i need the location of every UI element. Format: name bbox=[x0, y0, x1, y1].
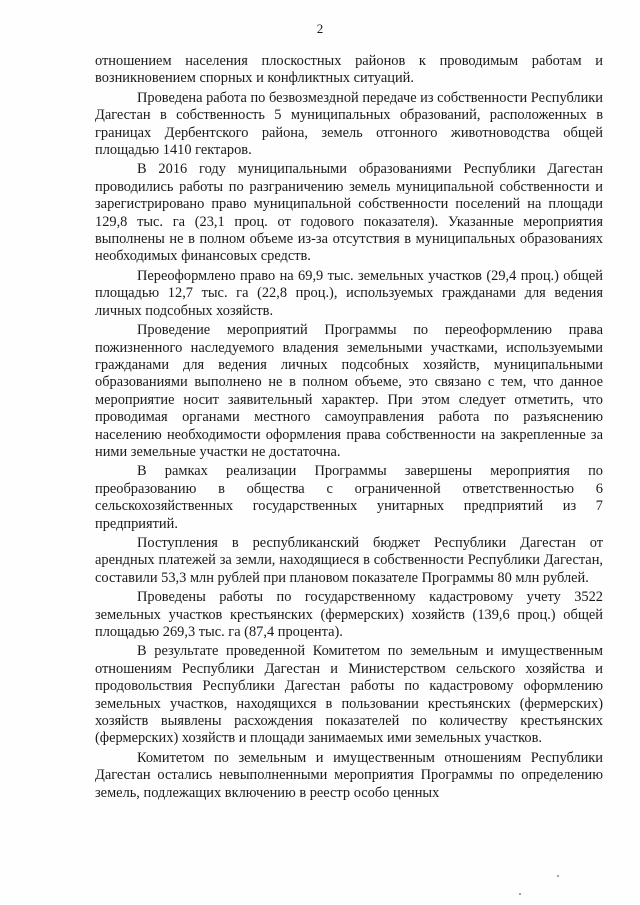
paragraph-2: Проведена работа по безвозмездной передаче из собственности Республики Дагестан в собственность 5 муниципальных образований, расположенных в границах Дербентского района, земель отгонного животноводства общей площадью 1410 гектаров. bbox=[95, 89, 603, 159]
paragraph-7: Поступления в республиканский бюджет Республики Дагестан от арендных платежей за земли, находящиеся в собственности Республики Дагестан, составили 53,3 млн рублей при плановом показателе Программы 80 млн рублей. bbox=[95, 534, 603, 586]
paragraph-1: отношением населения плоскостных районов к проводимым работам и возникновением спорных и конфликтных ситуаций. bbox=[95, 53, 603, 87]
paragraph-4: Переоформлено право на 69,9 тыс. земельных участков (29,4 проц.) общей площадью 12,7 тыс. га (22,8 проц.), используемых гражданами для ведения личных подсобных хозяйств. bbox=[95, 267, 603, 319]
paragraph-5: Проведение мероприятий Программы по переоформлению права пожизненного наследуемого владения земельными участками, используемыми гражданами для ведения личных подсобных хозяйств, муниципальными образованиями выполнено не в полном объеме, это связано с тем, что данное мероприятие носит заявительный характер. При этом следует отметить, что проводимая органами местного самоуправления работа по разъяснению населению необходимости оформления права собственности на закрепленные за ними земельные участки не достаточна. bbox=[95, 322, 603, 460]
page-number: 2 bbox=[316, 21, 324, 36]
paragraph-10: Комитетом по земельным и имущественным отношениям Республики Дагестан остались невыполненными мероприятия Программы по определению земель, подлежащих включению в реестр особо ценных bbox=[95, 749, 603, 801]
scan-speck bbox=[557, 875, 559, 877]
paragraph-8: Проведены работы по государственному кадастровому учету 3522 земельных участков крестьянских (фермерских) хозяйств (139,6 проц.) общей площадью 269,3 тыс. га (87,4 процента). bbox=[95, 589, 603, 640]
paragraph-3: В 2016 году муниципальными образованиями Республики Дагестан проводились работы по разграничению земель муниципальной собственности и зарегистрировано право муниципальной собственности поселений на площади 129,8 тыс. га (23,1 проц. от годового показателя). Указанные мероприятия выполнены не в полном объеме из-за отсутствия в муниципальных образованиях необходимых финансовых средств. bbox=[95, 161, 603, 265]
scan-speck bbox=[519, 893, 521, 895]
document-body bbox=[95, 53, 603, 804]
paragraph-6: В рамках реализации Программы завершены мероприятия по преобразованию в общества с ограниченной ответственностью 6 сельскохозяйственных государственных унитарных предприятий из 7 предприятий. bbox=[95, 463, 603, 532]
paragraph-9: В результате проведенной Комитетом по земельным и имущественным отношениям Республики Дагестан и Министерством сельского хозяйства и продовольствия Республики Дагестан работы по кадастровому оформлению земельных участков, находящихся в пользовании крестьянских (фермерских) хозяйств выявлены расхождения показателей по количеству крестьянских (фермерских) хозяйств и площади занимаемых ими земельных участков. bbox=[95, 643, 603, 747]
